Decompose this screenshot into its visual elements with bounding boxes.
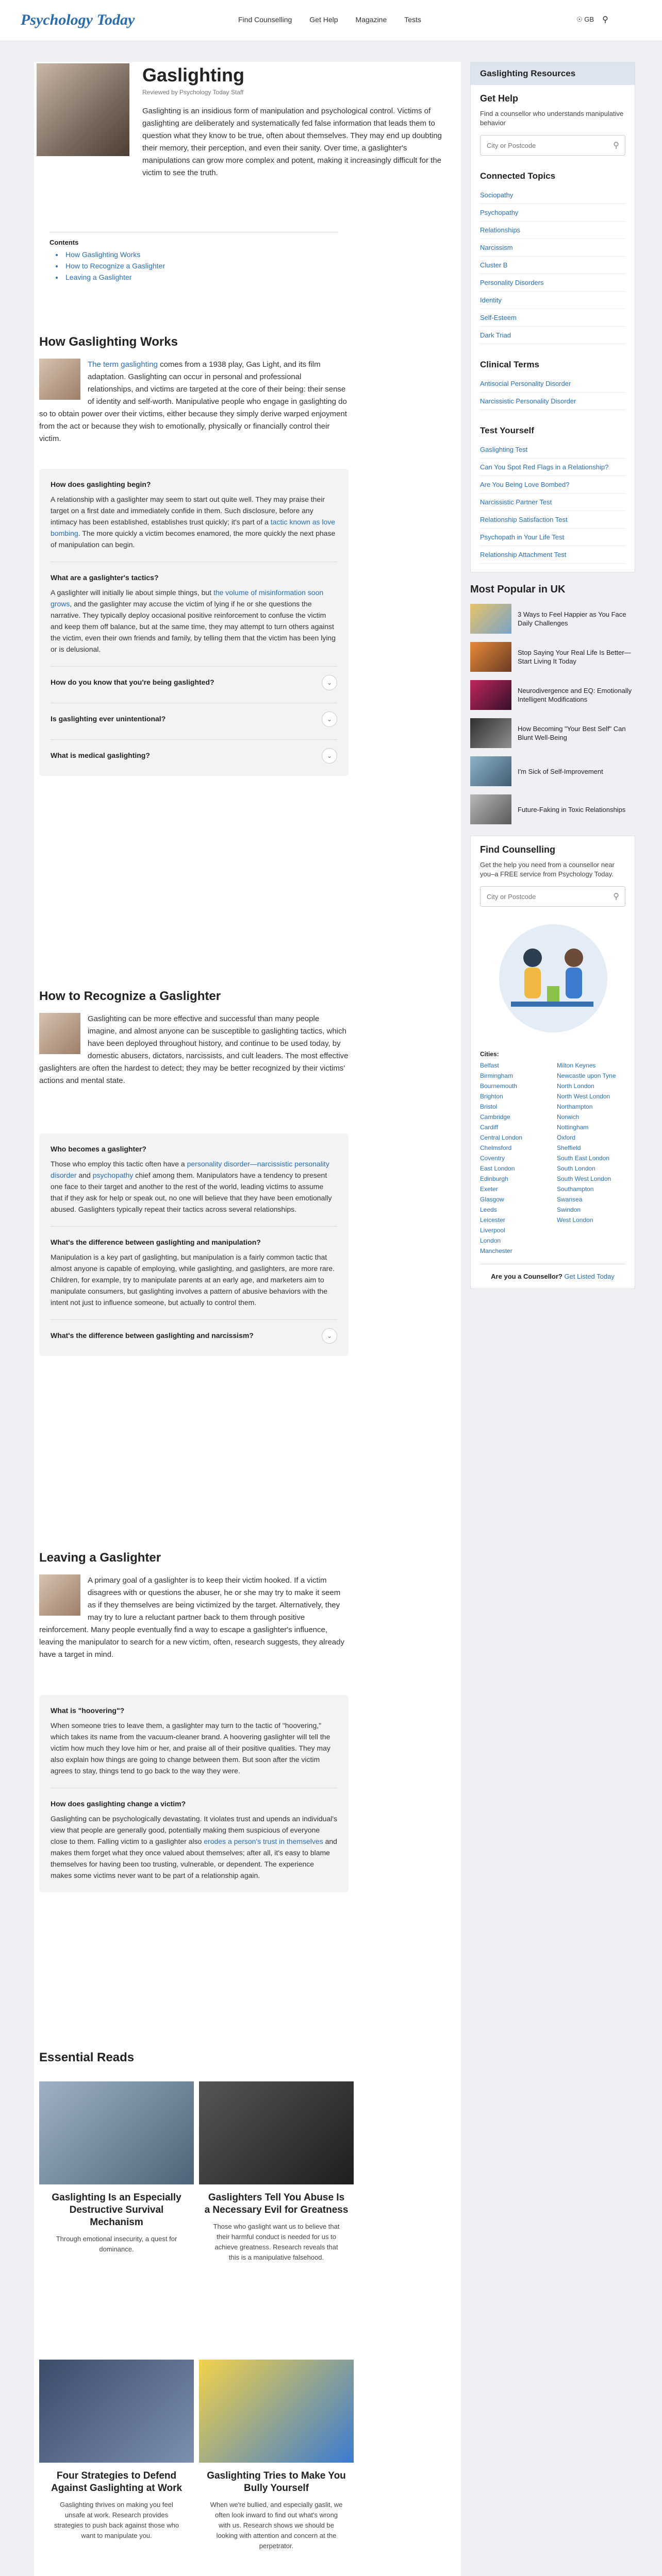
card-image [199, 2081, 354, 2184]
city-link[interactable]: Cambridge [480, 1113, 510, 1121]
cities-label: Cities: [480, 1050, 499, 1058]
city-link[interactable]: Norwich [557, 1113, 580, 1121]
site-logo[interactable]: Psychology Today [21, 11, 135, 28]
city-link[interactable]: Milton Keynes [557, 1062, 596, 1069]
card-title: Gaslighters Tell You Abuse Is a Necessary Evil for Greatness [204, 2192, 349, 2215]
personality-disorder-link[interactable]: personality disorder—narcissistic personality disorder [51, 1160, 329, 1179]
section-heading: Leaving a Gaslighter [39, 1551, 161, 1565]
essential-read-card[interactable] [39, 2360, 194, 2541]
cities-list [480, 1062, 625, 1255]
popular-item[interactable] [470, 718, 635, 748]
faq-answer [51, 587, 337, 655]
topic-link[interactable]: Personality Disorders [480, 274, 625, 292]
faq-question: How do you know that you're being gaslighted? [51, 678, 214, 686]
faq-item[interactable] [51, 469, 337, 562]
topic-link[interactable]: Cluster B [480, 257, 625, 274]
card-title: Gaslighting Tries to Make You Bully Yourself [207, 2470, 346, 2494]
city-link[interactable]: Swansea [557, 1196, 583, 1203]
test-link[interactable]: Can You Spot Red Flags in a Relationship? [480, 459, 625, 476]
city-link[interactable]: Chelmsford [480, 1144, 512, 1151]
search-icon[interactable]: ⚲ [613, 141, 619, 150]
city-link[interactable]: South West London [557, 1175, 611, 1182]
article-hero [34, 62, 461, 175]
essential-read-card[interactable] [199, 2360, 354, 2551]
tests-list [480, 441, 625, 564]
contents-title: Contents [49, 239, 79, 246]
chevron-down-icon[interactable]: ⌄ [322, 711, 337, 727]
faq-answer [51, 1813, 337, 1881]
section-paragraph [39, 1574, 349, 1661]
section-thumbnail [39, 1574, 80, 1616]
nav-tests[interactable]: Tests [404, 15, 421, 24]
card-desc: When we're bullied, and especially gaslit, we often look inward to find out what's wrong with us. Research shows we should be looking with attention and concern at the perpetrator. [210, 2501, 343, 2550]
city-link[interactable]: Leicester [480, 1216, 505, 1224]
counselling-city-input[interactable] [480, 886, 625, 907]
faq-item[interactable] [51, 740, 337, 776]
intro-paragraph: Gaslighting is an insidious form of manipulation and psychological control. Victims of gaslighting are deliberately and systematically fed false information that leads them to question what they know to be true, often about themselves. They may end up doubting their memory, their perception, and even their sanity. Over time, a gaslighter's manipulations can grow more complex and potent, making it increasingly difficult for the victim to see the truth. [142, 107, 442, 177]
popular-title: I'm Sick of Self-Improvement [518, 767, 603, 775]
popular-title: Future-Faking in Toxic Relationships [518, 805, 626, 814]
topic-link[interactable]: Dark Triad [480, 327, 625, 344]
city-link[interactable]: Sheffield [557, 1144, 581, 1151]
answer-text: , and the gaslighter may accuse the victim of lying if he or she questions the narrative. They typically deploy occasional positive reinforcement to confuse the victim and keep them off balance, but at the same time, they may attempt to turn others against the victim, even their own friends and family, by telling them that the victim has been lying or is delusional. [51, 600, 336, 653]
test-link[interactable]: Narcissistic Partner Test [480, 494, 625, 511]
card-title: Gaslighting Is an Especially Destructive Survival Mechanism [52, 2192, 181, 2228]
faq-answer: Manipulation is a key part of gaslighting, but manipulation is a fairly common tactic that almost anyone is capable of employing, while gaslighting, and gaslighters, are more rare. Children, for example, try to manipulate parents at an early age, and marketers aim to manipulate consumers, but gaslighting involves a pattern of abusive behaviors with the intent not just to influence someone, but actually to control them. [51, 1253, 335, 1307]
popular-item[interactable] [470, 604, 635, 634]
popular-item[interactable] [470, 680, 635, 710]
nav-magazine[interactable]: Magazine [355, 15, 387, 24]
popular-image [470, 756, 511, 786]
top-header [0, 0, 662, 41]
city-link[interactable]: Edinburgh [480, 1175, 508, 1182]
section-leaving [34, 1551, 461, 1661]
faq-question: How does gaslighting change a victim? [51, 1800, 186, 1808]
faq-question: What are a gaslighter's tactics? [51, 573, 159, 582]
city-link[interactable]: Brighton [480, 1093, 503, 1100]
city-link[interactable]: Exeter [480, 1185, 498, 1193]
connected-topics-list [480, 187, 625, 344]
faq-answer: When someone tries to leave them, a gaslighter may turn to the tactic of "hoovering," which takes its name from the vacuum-cleaner brand. A hoovering gaslighter will tell the victim how much they love him or her, and praise all of their positive qualities. They may also explain how things are going to change between them. But soon after the victim agrees to stay, things tend to go back to the way they were. [51, 1721, 330, 1775]
psychopathy-link[interactable]: psychopathy [92, 1171, 134, 1179]
city-link[interactable]: Southampton [557, 1185, 594, 1193]
city-link[interactable]: Birmingham [480, 1072, 514, 1079]
city-link[interactable]: Nottingham [557, 1124, 589, 1131]
test-link[interactable]: Are You Being Love Bombed? [480, 476, 625, 494]
card-image [39, 2360, 194, 2463]
popular-title: 3 Ways to Feel Happier as You Face Daily Challenges [518, 611, 626, 627]
clinical-terms-title: Clinical Terms [480, 360, 539, 369]
table-of-contents [49, 232, 338, 284]
popular-item[interactable] [470, 642, 635, 672]
popular-title: Neurodivergence and EQ: Emotionally Intelligent Modifications [518, 687, 632, 703]
topic-link[interactable]: Identity [480, 292, 625, 309]
city-link[interactable]: Liverpool [480, 1227, 505, 1234]
city-link[interactable]: Belfast [480, 1062, 499, 1069]
nav-find-counselling[interactable]: Find Counselling [238, 15, 292, 24]
city-link[interactable]: South East London [557, 1155, 610, 1162]
test-link[interactable]: Gaslighting Test [480, 441, 625, 459]
essential-read-card[interactable] [199, 2081, 354, 2263]
answer-text: and makes them forget what they once valued about themselves; after all, it's easy to blame themselves for having been too trusting, vulnerable, or dependent. The experience makes some victims never want to be part of a relationship again. [51, 1837, 337, 1879]
faq-item[interactable] [51, 1788, 337, 1892]
city-search-input[interactable] [480, 135, 625, 156]
faq-question: What's the difference between gaslighting and manipulation? [51, 1238, 261, 1246]
page-title: Gaslighting [142, 64, 244, 86]
chevron-down-icon[interactable]: ⌄ [322, 1328, 337, 1344]
section-thumbnail [39, 1013, 80, 1054]
popular-image [470, 794, 511, 824]
counsellor-question: Are you a Counsellor? [491, 1273, 562, 1280]
city-link[interactable]: East London [480, 1165, 515, 1172]
counselling-illustration [480, 914, 626, 1043]
section-heading: How to Recognize a Gaslighter [39, 989, 221, 1003]
main-nav [238, 15, 421, 24]
faq-item[interactable] [51, 1320, 337, 1356]
city-link[interactable]: Swindon [557, 1206, 581, 1213]
hero-image [37, 63, 129, 156]
faq-recognize [39, 1133, 349, 1356]
section-thumbnail [39, 359, 80, 400]
faq-question: What is medical gaslighting? [51, 751, 150, 759]
city-link[interactable]: North London [557, 1082, 594, 1090]
city-link[interactable]: Coventry [480, 1155, 505, 1162]
search-icon[interactable]: ⚲ [613, 892, 619, 901]
topic-link[interactable]: Sociopathy [480, 187, 625, 204]
city-link[interactable]: Leeds [480, 1206, 497, 1213]
paragraph-text: comes from a 1938 play, Gas Light, and its film adaptation. Gaslighting can occur in personal and professional relationships, and victims are targeted at the core of their being: their sense of identity and self-worth. Manipulative people who engage in gaslighting do so to obtain power over their victims, either because they simply derive warped enjoyment from the act or because they wish to emotionally, physically or financially control their victim. [39, 360, 347, 443]
topic-link[interactable]: Narcissism [480, 239, 625, 257]
card-image [39, 2081, 194, 2184]
test-link[interactable]: Relationship Satisfaction Test [480, 511, 625, 529]
find-counselling-title: Find Counselling [480, 844, 555, 855]
popular-title: How Becoming "Your Best Self" Can Blunt Well-Being [518, 725, 626, 741]
get-listed-link[interactable]: Get Listed Today [564, 1273, 615, 1280]
city-link[interactable]: Bristol [480, 1103, 498, 1110]
chevron-down-icon[interactable]: ⌄ [322, 675, 337, 690]
section-paragraph [39, 359, 349, 445]
city-link[interactable] [557, 1247, 625, 1255]
answer-text: Those who employ this tactic often have a [51, 1160, 187, 1168]
faq-question: What is "hoovering"? [51, 1706, 125, 1715]
popular-item[interactable] [470, 794, 635, 824]
faq-leaving [39, 1695, 349, 1892]
city-link[interactable]: Glasgow [480, 1196, 504, 1203]
toc-link-leaving[interactable]: • Leaving a Gaslighter [56, 273, 332, 281]
city-link[interactable]: West London [557, 1216, 593, 1224]
city-link[interactable]: Northampton [557, 1103, 593, 1110]
paragraph-text: Gaslighting can be more effective and successful than many people imagine, and almost anyone can be susceptible to gaslighting tactics, which have been deployed throughout history, and continue to be used today, by domestic abusers, dictators, narcissists, and cult leaders. The most effective gaslighters are often the hardest to detect; they may be better recognized by their victims' actions and mental state. [39, 1014, 349, 1085]
chevron-down-icon[interactable]: ⌄ [322, 748, 337, 764]
topic-link[interactable]: Relationships [480, 222, 625, 239]
toc-link-recognize[interactable]: • How to Recognize a Gaslighter [56, 262, 332, 270]
faq-question: Who becomes a gaslighter? [51, 1145, 146, 1153]
topic-link[interactable]: Psychopathy [480, 204, 625, 222]
test-yourself-title: Test Yourself [480, 426, 534, 435]
most-popular [470, 584, 635, 824]
popular-image [470, 642, 511, 672]
search-icon[interactable]: ⚲ [602, 15, 608, 24]
connected-topics-title: Connected Topics [480, 171, 556, 181]
get-help-text: Find a counsellor who understands manipulative behavior [480, 110, 624, 127]
popular-image [470, 680, 511, 710]
nav-get-help[interactable]: Get Help [309, 15, 338, 24]
clinical-terms-list [480, 375, 625, 410]
popular-image [470, 604, 511, 634]
get-help-title: Get Help [480, 93, 519, 104]
faq-item[interactable] [51, 1695, 337, 1788]
resources-box [470, 62, 635, 572]
essential-reads-heading: Essential Reads [39, 2050, 135, 2064]
faq-how-it-works [39, 469, 349, 776]
city-link[interactable] [557, 1227, 625, 1234]
find-counselling-text: Get the help you need from a counsellor near you–a FREE service from Psychology Today. [480, 861, 615, 878]
popular-item[interactable] [470, 756, 635, 786]
region-label: GB [584, 15, 594, 23]
city-link[interactable]: North West London [557, 1093, 610, 1100]
city-link[interactable]: Bournemouth [480, 1082, 518, 1090]
card-title: Four Strategies to Defend Against Gaslighting at Work [51, 2470, 183, 2494]
counsellor-cta [480, 1264, 625, 1280]
section-how-it-works [34, 335, 461, 445]
region-selector[interactable] [576, 15, 594, 24]
faq-answer [51, 494, 337, 550]
globe-icon: ☉ [576, 15, 583, 23]
header-tools [576, 14, 608, 25]
test-link[interactable]: Psychopath in Your Life Test [480, 529, 625, 546]
section-heading: How Gaslighting Works [39, 335, 178, 349]
gaslighting-term-link[interactable]: The term gaslighting [88, 360, 158, 369]
card-desc: Gaslighting thrives on making you feel unsafe at work. Research provides strategies to push back against those who want to manipulate you. [54, 2501, 179, 2539]
find-counselling-box [470, 836, 635, 1289]
clinical-link[interactable]: Antisocial Personality Disorder [480, 375, 625, 393]
city-link[interactable]: Central London [480, 1134, 523, 1141]
answer-text: and [76, 1171, 93, 1179]
misinformation-link[interactable]: the volume of misinformation soon grows [51, 588, 324, 608]
love-bombing-link[interactable]: tactic known as love bombing [51, 518, 336, 537]
faq-question: What's the difference between gaslighting and narcissism? [51, 1331, 254, 1340]
city-link[interactable]: Manchester [480, 1247, 512, 1255]
most-popular-title: Most Popular in UK [470, 584, 566, 595]
answer-text: Gaslighting can be psychologically devastating. It violates trust and upends an individual's view that people are generally good, potentially making them suspicious of everyone close to them. Falling victim to a gaslighter also [51, 1815, 338, 1845]
answer-text: chief among them. Manipulators have a tendency to present one face to their target and another to the rest of the world, leading victims to assume that if they ask for help or speak out, no one will believe that they have been emotionally abused. Gaslighters typically repeat their tactics across several relationships. [51, 1171, 332, 1213]
card-desc: Those who gaslight want us to believe that their harmful conduct is needed for us to achieve greatness. Research reveals that this is a manipulative falsehood. [213, 2223, 340, 2261]
popular-image [470, 718, 511, 748]
answer-text: A relationship with a gaslighter may seem to start out quite well. They may praise their target on a first date and immediately confide in them. Such disclosure, before any intimacy has been established, establishes trust quickly; it's part of a [51, 495, 325, 526]
test-link[interactable]: Relationship Attachment Test [480, 546, 625, 564]
paragraph-text: A primary goal of a gaslighter is to keep their victim hooked. If a victim disagrees with or questions the abuser, he or she may try to make it seem as if they themselves are being victimized by the target. Alternatively, they may try to lure a reluctant partner back to them through positive reinforcement. Many people eventually find a way to escape a gaslighter's influence, leaving the manipulator to search for a new victim, often, research suggests, they already have a target in mind. [39, 1576, 344, 1659]
city-link[interactable]: Newcastle upon Tyne [557, 1072, 616, 1079]
faq-item[interactable] [51, 1227, 337, 1320]
erodes-trust-link[interactable]: erodes a person's trust in themselves [204, 1837, 323, 1845]
faq-question: How does gaslighting begin? [51, 480, 151, 488]
city-link[interactable]: Oxford [557, 1134, 576, 1141]
city-link[interactable] [557, 1237, 625, 1244]
clinical-link[interactable]: Narcissistic Personality Disorder [480, 393, 625, 410]
article-main [34, 62, 461, 2576]
popular-title: Stop Saying Your Real Life Is Better—Start Living It Today [518, 649, 631, 665]
faq-item[interactable] [51, 703, 337, 740]
faq-item[interactable] [51, 667, 337, 703]
city-link[interactable]: London [480, 1237, 501, 1244]
section-recognize [34, 989, 461, 1087]
essential-read-card[interactable] [39, 2081, 194, 2255]
reviewed-byline[interactable]: Reviewed by Psychology Today Staff [142, 89, 244, 96]
essential-reads-heading-wrap [34, 2050, 461, 2065]
answer-text: . The more quickly a victim becomes enamored, the more quickly the next phase of manipulation can begin. [51, 529, 336, 549]
card-image [199, 2360, 354, 2463]
section-paragraph [39, 1013, 349, 1087]
resources-title: Gaslighting Resources [471, 62, 635, 85]
city-link[interactable]: Cardiff [480, 1124, 499, 1131]
faq-item[interactable] [51, 562, 337, 667]
city-link[interactable]: South London [557, 1165, 595, 1172]
toc-link-how-gaslighting-works[interactable]: • How Gaslighting Works [56, 250, 332, 259]
faq-item[interactable] [51, 1133, 337, 1227]
answer-text: A gaslighter will initially lie about simple things, but [51, 588, 213, 597]
card-desc: Through emotional insecurity, a quest for dominance. [56, 2235, 177, 2253]
topic-link[interactable]: Self-Esteem [480, 309, 625, 327]
faq-question: Is gaslighting ever unintentional? [51, 715, 166, 723]
faq-answer [51, 1158, 337, 1215]
sidebar [470, 62, 635, 1300]
